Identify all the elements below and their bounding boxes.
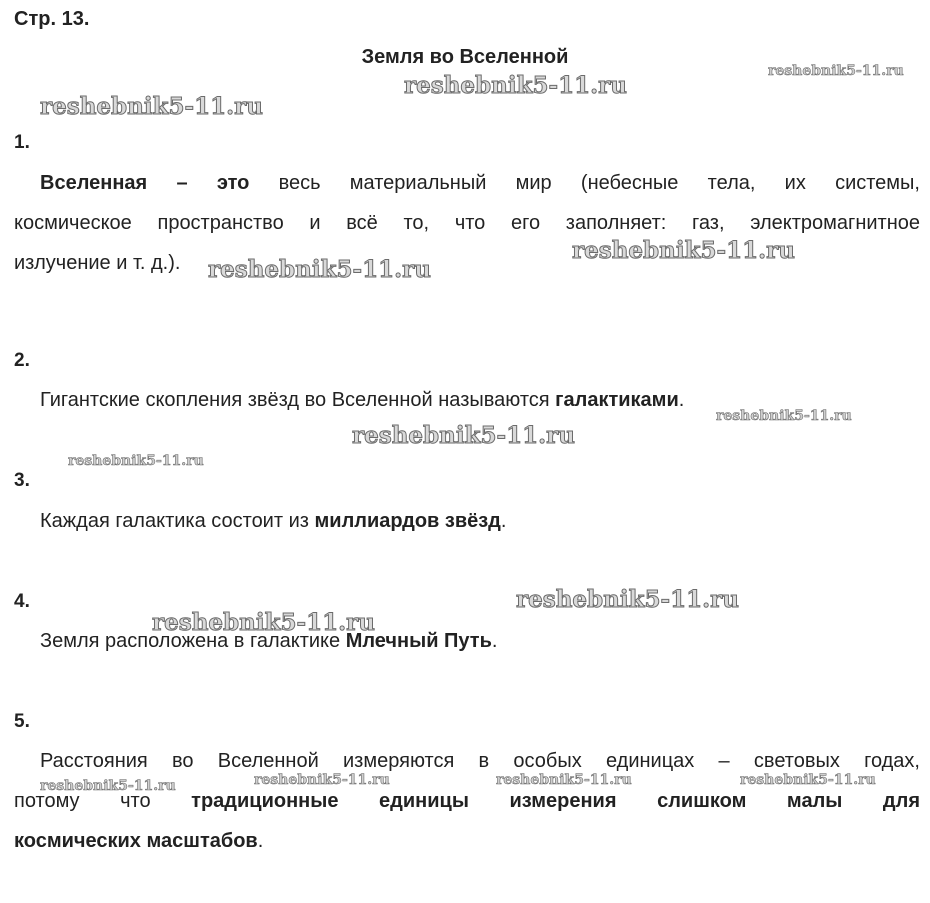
page-number: Стр. 13. xyxy=(14,8,90,30)
watermark: reshebnik5-11.ru xyxy=(352,422,575,449)
watermark: reshebnik5-11.ru xyxy=(572,237,795,264)
answer-4-text: Земля расположена в галактике xyxy=(40,630,346,652)
answer-3-bold: миллиардов звёзд xyxy=(314,510,501,532)
term-universe: Вселенная – это xyxy=(40,172,250,194)
answer-1-line-1 xyxy=(14,163,920,203)
answer-2 xyxy=(40,380,684,420)
watermark: reshebnik5-11.ru xyxy=(254,772,390,788)
answer-5-end: . xyxy=(257,830,264,852)
answer-3-end: . xyxy=(500,510,507,532)
watermark: reshebnik5-11.ru xyxy=(152,609,375,636)
answer-2-bold: галактиками xyxy=(555,389,679,411)
answer-4-bold: Млечный Путь xyxy=(345,630,492,652)
answer-1-line-2: космическое пространство и всё то, что его заполняет: газ, электромагнитное xyxy=(14,212,920,234)
watermark: reshebnik5-11.ru xyxy=(768,63,904,79)
answer-4-end: . xyxy=(491,630,498,652)
watermark: reshebnik5-11.ru xyxy=(68,453,204,469)
watermark: reshebnik5-11.ru xyxy=(40,93,263,120)
answer-3-text: Каждая галактика состоит из xyxy=(40,510,315,532)
answer-2-text: Гигантские скопления звёзд во Вселенной называются xyxy=(40,389,556,411)
answer-5-bold: традиционные единицы измерения слишком малы для xyxy=(191,790,921,812)
item-number: 3. xyxy=(14,470,30,491)
answer-1 xyxy=(14,163,920,283)
answer-1-text: весь материальный мир (небесные тела, их системы, xyxy=(249,172,920,194)
answer-5-bold-end: космических масштабов xyxy=(14,830,258,852)
watermark: reshebnik5-11.ru xyxy=(716,408,852,424)
watermark: reshebnik5-11.ru xyxy=(40,778,176,794)
answer-5-line-3 xyxy=(14,821,920,861)
answer-3 xyxy=(40,501,506,541)
watermark: reshebnik5-11.ru xyxy=(516,586,739,613)
watermark: reshebnik5-11.ru xyxy=(404,72,627,99)
item-number: 2. xyxy=(14,350,30,371)
watermark: reshebnik5-11.ru xyxy=(740,772,876,788)
answer-1-line-3: излучение и т. д.). xyxy=(14,252,181,274)
answer-5 xyxy=(14,741,920,861)
answer-2-end: . xyxy=(678,389,685,411)
item-number: 5. xyxy=(14,711,30,732)
page-title: Земля во Вселенной xyxy=(361,46,569,68)
watermark: reshebnik5-11.ru xyxy=(496,772,632,788)
item-number: 1. xyxy=(14,132,30,153)
answer-5-text: потому что xyxy=(14,790,192,812)
item-number: 4. xyxy=(14,591,30,612)
watermark: reshebnik5-11.ru xyxy=(208,256,431,283)
answer-5-line-1: Расстояния во Вселенной измеряются в особых единицах – световых годах, xyxy=(40,750,920,772)
